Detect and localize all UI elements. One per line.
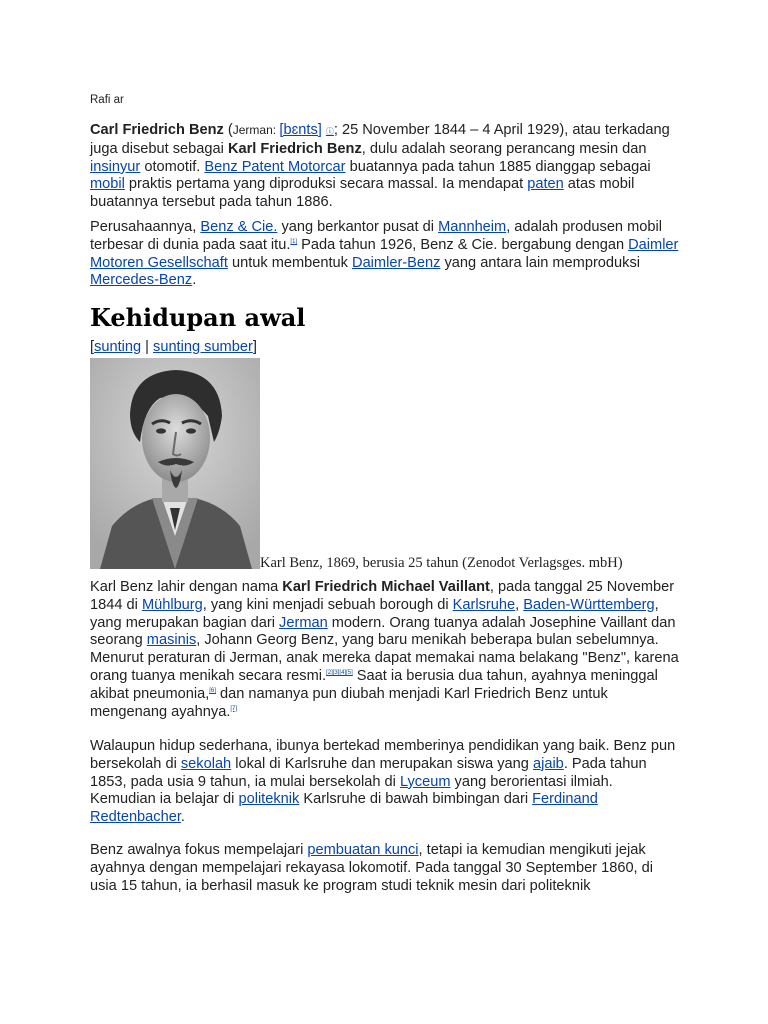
text-span: Saat ia berusia dua tahun, ayahnya meninggal akibat pneumonia, (90, 667, 658, 702)
link-sekolah[interactable]: sekolah (180, 755, 232, 772)
company-paragraph (90, 219, 682, 290)
reference-link[interactable]: [6] (209, 687, 216, 694)
text-span: Walaupun hidup sederhana, ibunya bertekad memberinya pendidikan yang baik. Benz pun bersekolah di (90, 738, 676, 772)
text-span: Perusahaannya, (90, 219, 201, 235)
text-span: , Johann Georg Benz, yang baru menikah beberapa bulan sebelumnya. Menurut peraturan di Jerman, anak mereka dapat memakai nama belakang "Benz", karena orang tuanya menikah secara resmi. (90, 632, 679, 684)
text-span: lokal di Karlsruhe dan merupakan siswa yang (231, 755, 533, 772)
link-karlsruhe[interactable]: Karlsruhe (452, 596, 516, 613)
text-span: modern. Orang tuanya adalah Josephine Vaillant dan seorang (90, 614, 676, 649)
link-lyceum[interactable]: Lyceum (399, 773, 451, 790)
bold-name: Karl Friedrich Michael Vaillant (282, 579, 490, 595)
early-life-paragraph (90, 579, 682, 721)
link-benz-cie[interactable]: Benz & Cie. (200, 219, 278, 235)
reference-link[interactable]: [4] (339, 670, 347, 677)
link-ajaib[interactable]: ajaib (532, 755, 564, 772)
text-span: . (180, 809, 185, 826)
text-span: , dulu adalah seorang perancang mesin dan (361, 140, 647, 157)
link-mannheim[interactable]: Mannheim (438, 219, 507, 235)
text-span: , tetapi ia kemudian mengikuti jejak ayahnya dengan mempelajari rekayasa lokomotif. Pada tanggal 30 September 1860, di usia 15 tahun, ia berhasil masuk ke program studi teknik mesin dari politeknik (90, 842, 654, 894)
text-span: ; 25 November 1844 – 4 April 1929), atau terkadang juga disebut sebagai (90, 122, 670, 157)
text-span: , adalah produsen mobil terbesar di dunia pada saat itu. (90, 219, 662, 253)
link-benz-patent-motorcar[interactable]: Benz Patent Motorcar (204, 158, 346, 175)
text-span: , yang kini menjadi sebuah borough di (202, 596, 453, 613)
text-span: praktis pertama yang diproduksi secara massal. Ia mendapat (124, 176, 528, 193)
text-span: [ (90, 339, 95, 355)
text-span: buatannya pada tahun 1885 dianggap sebagai (345, 158, 651, 175)
link-muhlburg[interactable]: Mühlburg (141, 596, 203, 613)
text-span: dan namanya pun diubah menjadi Karl Friedrich Benz untuk mengenang ayahnya. (90, 685, 608, 720)
text-span: yang berorientasi ilmiah. Kemudian ia belajar di (90, 773, 613, 808)
language-label: Jerman: (232, 123, 280, 137)
text-span: | (141, 339, 154, 355)
text-span: , yang merupakan bagian dari (90, 596, 659, 631)
link-pembuatan-kunci[interactable]: pembuatan kunci (307, 842, 419, 858)
text-span: ( (223, 122, 233, 138)
link-politeknik[interactable]: politeknik (238, 791, 300, 808)
reference-link[interactable]: [3] (332, 670, 340, 677)
photo-caption: Karl Benz, 1869, berusia 25 tahun (Zenodot Verlagsges. mbH) (260, 555, 623, 571)
reference-link[interactable]: [2] (326, 670, 333, 677)
section-heading: Kehidupan awal (90, 303, 306, 332)
link-insinyur[interactable]: insinyur (90, 158, 141, 175)
text-span: , (515, 596, 524, 613)
text-span: atas mobil buatannya tersebut pada tahun 1886. (90, 176, 635, 211)
ipa-link[interactable]: [bɛnts] (279, 122, 322, 138)
text-span: Pada tahun 1926, Benz & Cie. bergabung dengan (297, 236, 629, 253)
text-span: . Pada tahun 1853, pada usia 9 tahun, ia mulai bersekolah di (90, 755, 647, 790)
school-paragraph (90, 738, 682, 827)
subject-name: Carl Friedrich Benz (90, 122, 224, 138)
link-jerman[interactable]: Jerman (279, 614, 328, 631)
text-span: untuk membentuk (227, 254, 353, 271)
edit-source-link[interactable]: sunting sumber (153, 339, 253, 355)
edit-link[interactable]: sunting (94, 339, 142, 355)
text-span: yang berkantor pusat di (277, 219, 439, 235)
reference-5[interactable] (346, 670, 353, 676)
text-span: , pada tanggal 25 November 1844 di (90, 579, 675, 613)
reference-link[interactable]: [5] (346, 670, 353, 677)
text-span: Benz awalnya fokus mempelajari (90, 842, 308, 858)
reference-6[interactable] (209, 688, 216, 694)
reference-7[interactable] (230, 706, 237, 712)
text-span: yang antara lain memproduksi (440, 254, 640, 271)
link-ferdinand-redtenbacher[interactable]: Ferdinand Redtenbacher (90, 791, 598, 826)
reference-link[interactable]: [7] (230, 705, 238, 712)
intro-paragraph (90, 122, 682, 212)
link-masinis[interactable]: masinis (146, 632, 197, 649)
link-mobil[interactable]: mobil (90, 176, 125, 193)
reference-2[interactable] (326, 670, 333, 676)
link-mercedes-benz[interactable]: Mercedes-Benz (90, 272, 193, 289)
text-span: . (192, 272, 197, 289)
text-span: Karlsruhe di bawah bimbingan dari (299, 791, 533, 808)
author-name: Rafi ar (90, 94, 124, 106)
portrait-image (90, 358, 260, 569)
link-baden-wurttemberg[interactable]: Baden-Württemberg (523, 596, 655, 613)
portrait-photo (90, 358, 260, 569)
text-span: otomotif. (140, 158, 205, 175)
edit-links (90, 338, 257, 356)
bold-name: Karl Friedrich Benz (227, 140, 362, 157)
audio-icon[interactable]: ⓘ (325, 127, 334, 136)
text-span: Karl Benz lahir dengan nama (90, 579, 283, 595)
study-paragraph (90, 842, 682, 895)
link-daimler-motoren[interactable]: Daimler Motoren Gesellschaft (90, 236, 679, 271)
link-daimler-benz[interactable]: Daimler-Benz (352, 254, 441, 271)
link-paten[interactable]: paten (527, 176, 564, 193)
reference-link[interactable]: [1] (290, 238, 298, 245)
text-span: ] (252, 339, 257, 355)
